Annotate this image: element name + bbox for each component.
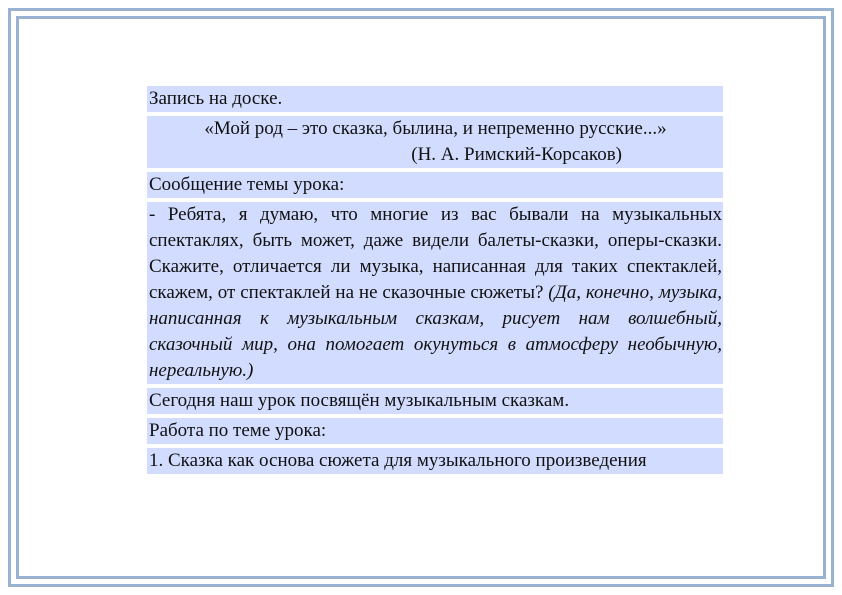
quote-block (147, 116, 723, 168)
quote-text: «Мой род – это сказка, былина, и непременно русские...» (204, 118, 667, 139)
lesson-statement-line (147, 388, 723, 414)
lesson-text-block (147, 86, 723, 474)
point-one-text: 1. Сказка как основа сюжета для музыкального произведения (149, 450, 647, 471)
lesson-statement-text: Сегодня наш урок посвящён музыкальным сказкам. (149, 390, 570, 411)
teacher-question-text: - Ребята, я думаю, что многие из вас бывали на музыкальных спектаклях, быть может, даже видели балеты-сказки, оперы-сказки. Скажите, отличается ли музыка, написанная для таких спектаклей, скажем, от спектаклей на не сказочные сюжеты? (149, 204, 722, 303)
board-note-line (147, 86, 723, 112)
board-note-text: Запись на доске. (149, 88, 283, 109)
quote-attribution: (Н. А. Римский-Корсаков) (411, 144, 622, 165)
expected-answer-text: (Да, конечно, музыка, написанная к музыкальным сказкам, рисует нам волшебный, сказочный мир, она помогает окунуться в атмосферу необычную, нереальную.) (149, 282, 722, 381)
work-header-text: Работа по теме урока: (149, 420, 327, 441)
work-header-line (147, 418, 723, 444)
topic-header-line (147, 172, 723, 198)
point-one-line (147, 448, 723, 474)
question-paragraph (147, 202, 723, 384)
topic-header-text: Сообщение темы урока: (149, 174, 345, 195)
